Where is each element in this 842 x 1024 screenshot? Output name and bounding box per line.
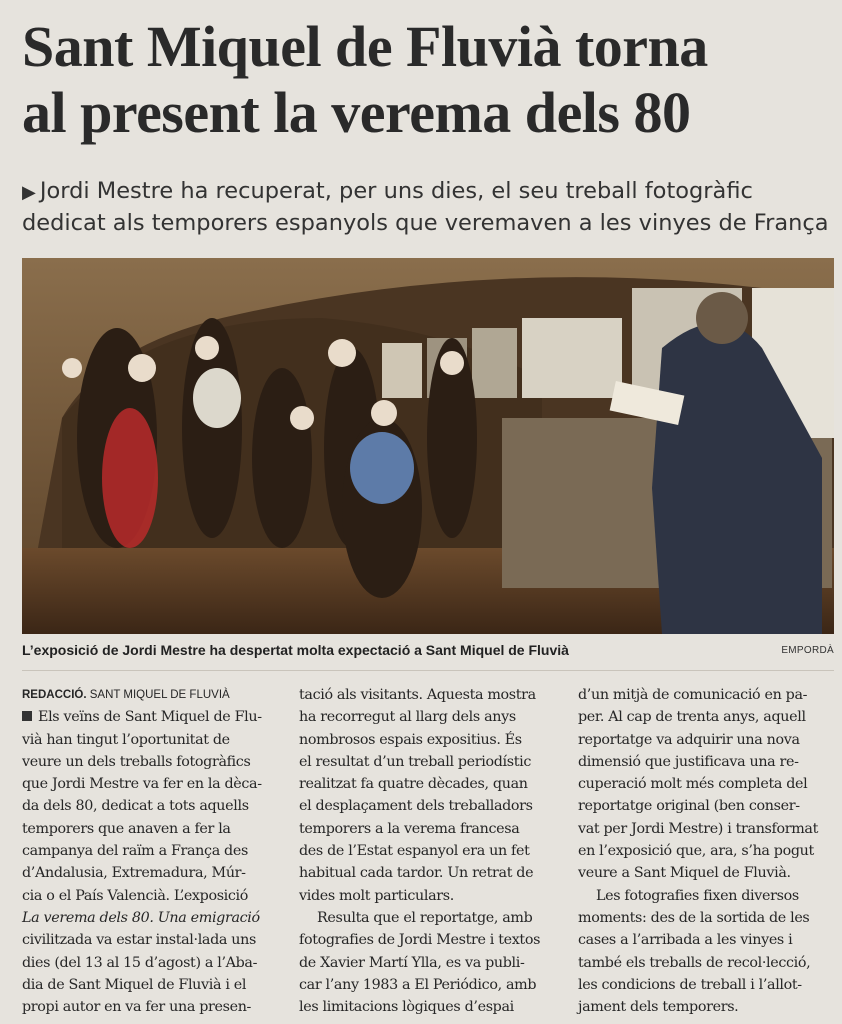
text-line-italic: La verema dels 80. Una emigració (22, 909, 260, 926)
photo-credit: EMPORDÀ (781, 645, 834, 656)
text-line: reportatge va adquirir una nova (578, 731, 800, 748)
text-line: temporers que anaven a fer la (22, 820, 231, 837)
text-line: vià han tingut l’oportunitat de (22, 731, 230, 748)
headline (22, 14, 834, 146)
text-line: fotografies de Jordi Mestre i textos (299, 932, 541, 949)
text-line: per. Al cap de trenta anys, aquell (578, 709, 806, 726)
text-line: car l’any 1983 a El Periódico, amb (299, 976, 537, 993)
text-line: moments: des de la sortida de les (578, 909, 810, 926)
subheadline (22, 176, 834, 239)
text-line: que Jordi Mestre va fer en la dèca- (22, 776, 262, 793)
article-column-2 (299, 684, 559, 1018)
text-line: temporers a la verema francesa (299, 820, 520, 837)
text-line: dies (del 13 al 15 d’agost) a l’Aba- (22, 954, 258, 971)
text-line: d’un mitjà de comunicació en pa- (578, 687, 808, 703)
text-line: dimensió que justificava una re- (578, 753, 799, 770)
text-line: tació als visitants. Aquesta mostra (299, 687, 536, 703)
text-line: vat per Jordi Mestre) i transformat (578, 820, 818, 837)
subhead-line-1: Jordi Mestre ha recuperat, per uns dies, el seu treball fotogràfic (39, 178, 753, 204)
text-line: Els veïns de Sant Miquel de Flu- (22, 706, 282, 728)
text-line: el desplaçament dels treballadors (299, 798, 533, 815)
text-line: realitzat fa quatre dècades, quan (299, 776, 528, 793)
text-line: el resultat d’un treball periodístic (299, 753, 532, 770)
text-line: habitual cada tardor. Un retrat de (299, 865, 534, 882)
headline-line-1: Sant Miquel de Fluvià torna (22, 14, 708, 79)
byline (22, 684, 282, 706)
headline-line-2: al present la verema dels 80 (22, 80, 691, 145)
text-line: des de l’Estat espanyol era un fet (299, 843, 530, 860)
text-line: vides molt particulars. (299, 887, 454, 904)
text-line: les condicions de treball i l’allot- (578, 976, 802, 993)
text-line: jament dels temporers. (578, 999, 739, 1016)
byline-place: SANT MIQUEL DE FLUVIÀ (89, 689, 230, 701)
text-line: dia de Sant Miquel de Fluvià i el (22, 976, 247, 993)
subhead-line-2: dedicat als temporers espanyols que veremaven a les vinyes de França (22, 210, 829, 236)
square-bullet-icon (22, 711, 32, 721)
text-line: de Xavier Martí Ylla, es va publi- (299, 954, 525, 971)
text-line: ha recorregut al llarg dels anys (299, 709, 516, 726)
text-line: Resulta que el reportatge, amb (317, 909, 533, 926)
text-line: veure un dels treballs fotogràfics (22, 753, 251, 770)
text-line: reportatge original (ben conser- (578, 798, 800, 815)
text-line: da dels 80, dedicat a tots aquells (22, 798, 249, 815)
text-line: campanya del raïm a França des (22, 843, 248, 860)
text-line: civilitzada va estar instal·lada uns (22, 932, 256, 949)
photo-caption: L’exposició de Jordi Mestre ha despertat molta expectació a Sant Miquel de Fluvià (22, 642, 569, 658)
article-column-3 (578, 684, 838, 1018)
text-line: cuperació molt més completa del (578, 776, 808, 793)
text-line: les limitacions lògiques d’espai (299, 999, 514, 1016)
text-line: nombrosos espais expositius. És (299, 731, 522, 748)
text-line: veure a Sant Miquel de Fluvià. (578, 865, 791, 882)
byline-author: REDACCIÓ. (22, 689, 87, 701)
article-column-1 (22, 684, 282, 1018)
text-line: d’Andalusia, Extremadura, Múr- (22, 865, 246, 882)
text-line: cia o el País Valencià. L’exposició (22, 887, 249, 904)
text-line: també els treballs de recol·lecció, (578, 954, 811, 971)
text-line: en l’exposició que, ara, s’ha pogut (578, 843, 814, 860)
exhibition-photo (22, 258, 834, 634)
text-line: cases a l’arribada a les vinyes i (578, 932, 793, 949)
divider (22, 670, 834, 671)
triangle-bullet-icon: ▶ (22, 182, 36, 203)
text-line: propi autor en va fer una presen- (22, 999, 252, 1016)
text-line: Les fotografies fixen diversos (596, 887, 799, 904)
